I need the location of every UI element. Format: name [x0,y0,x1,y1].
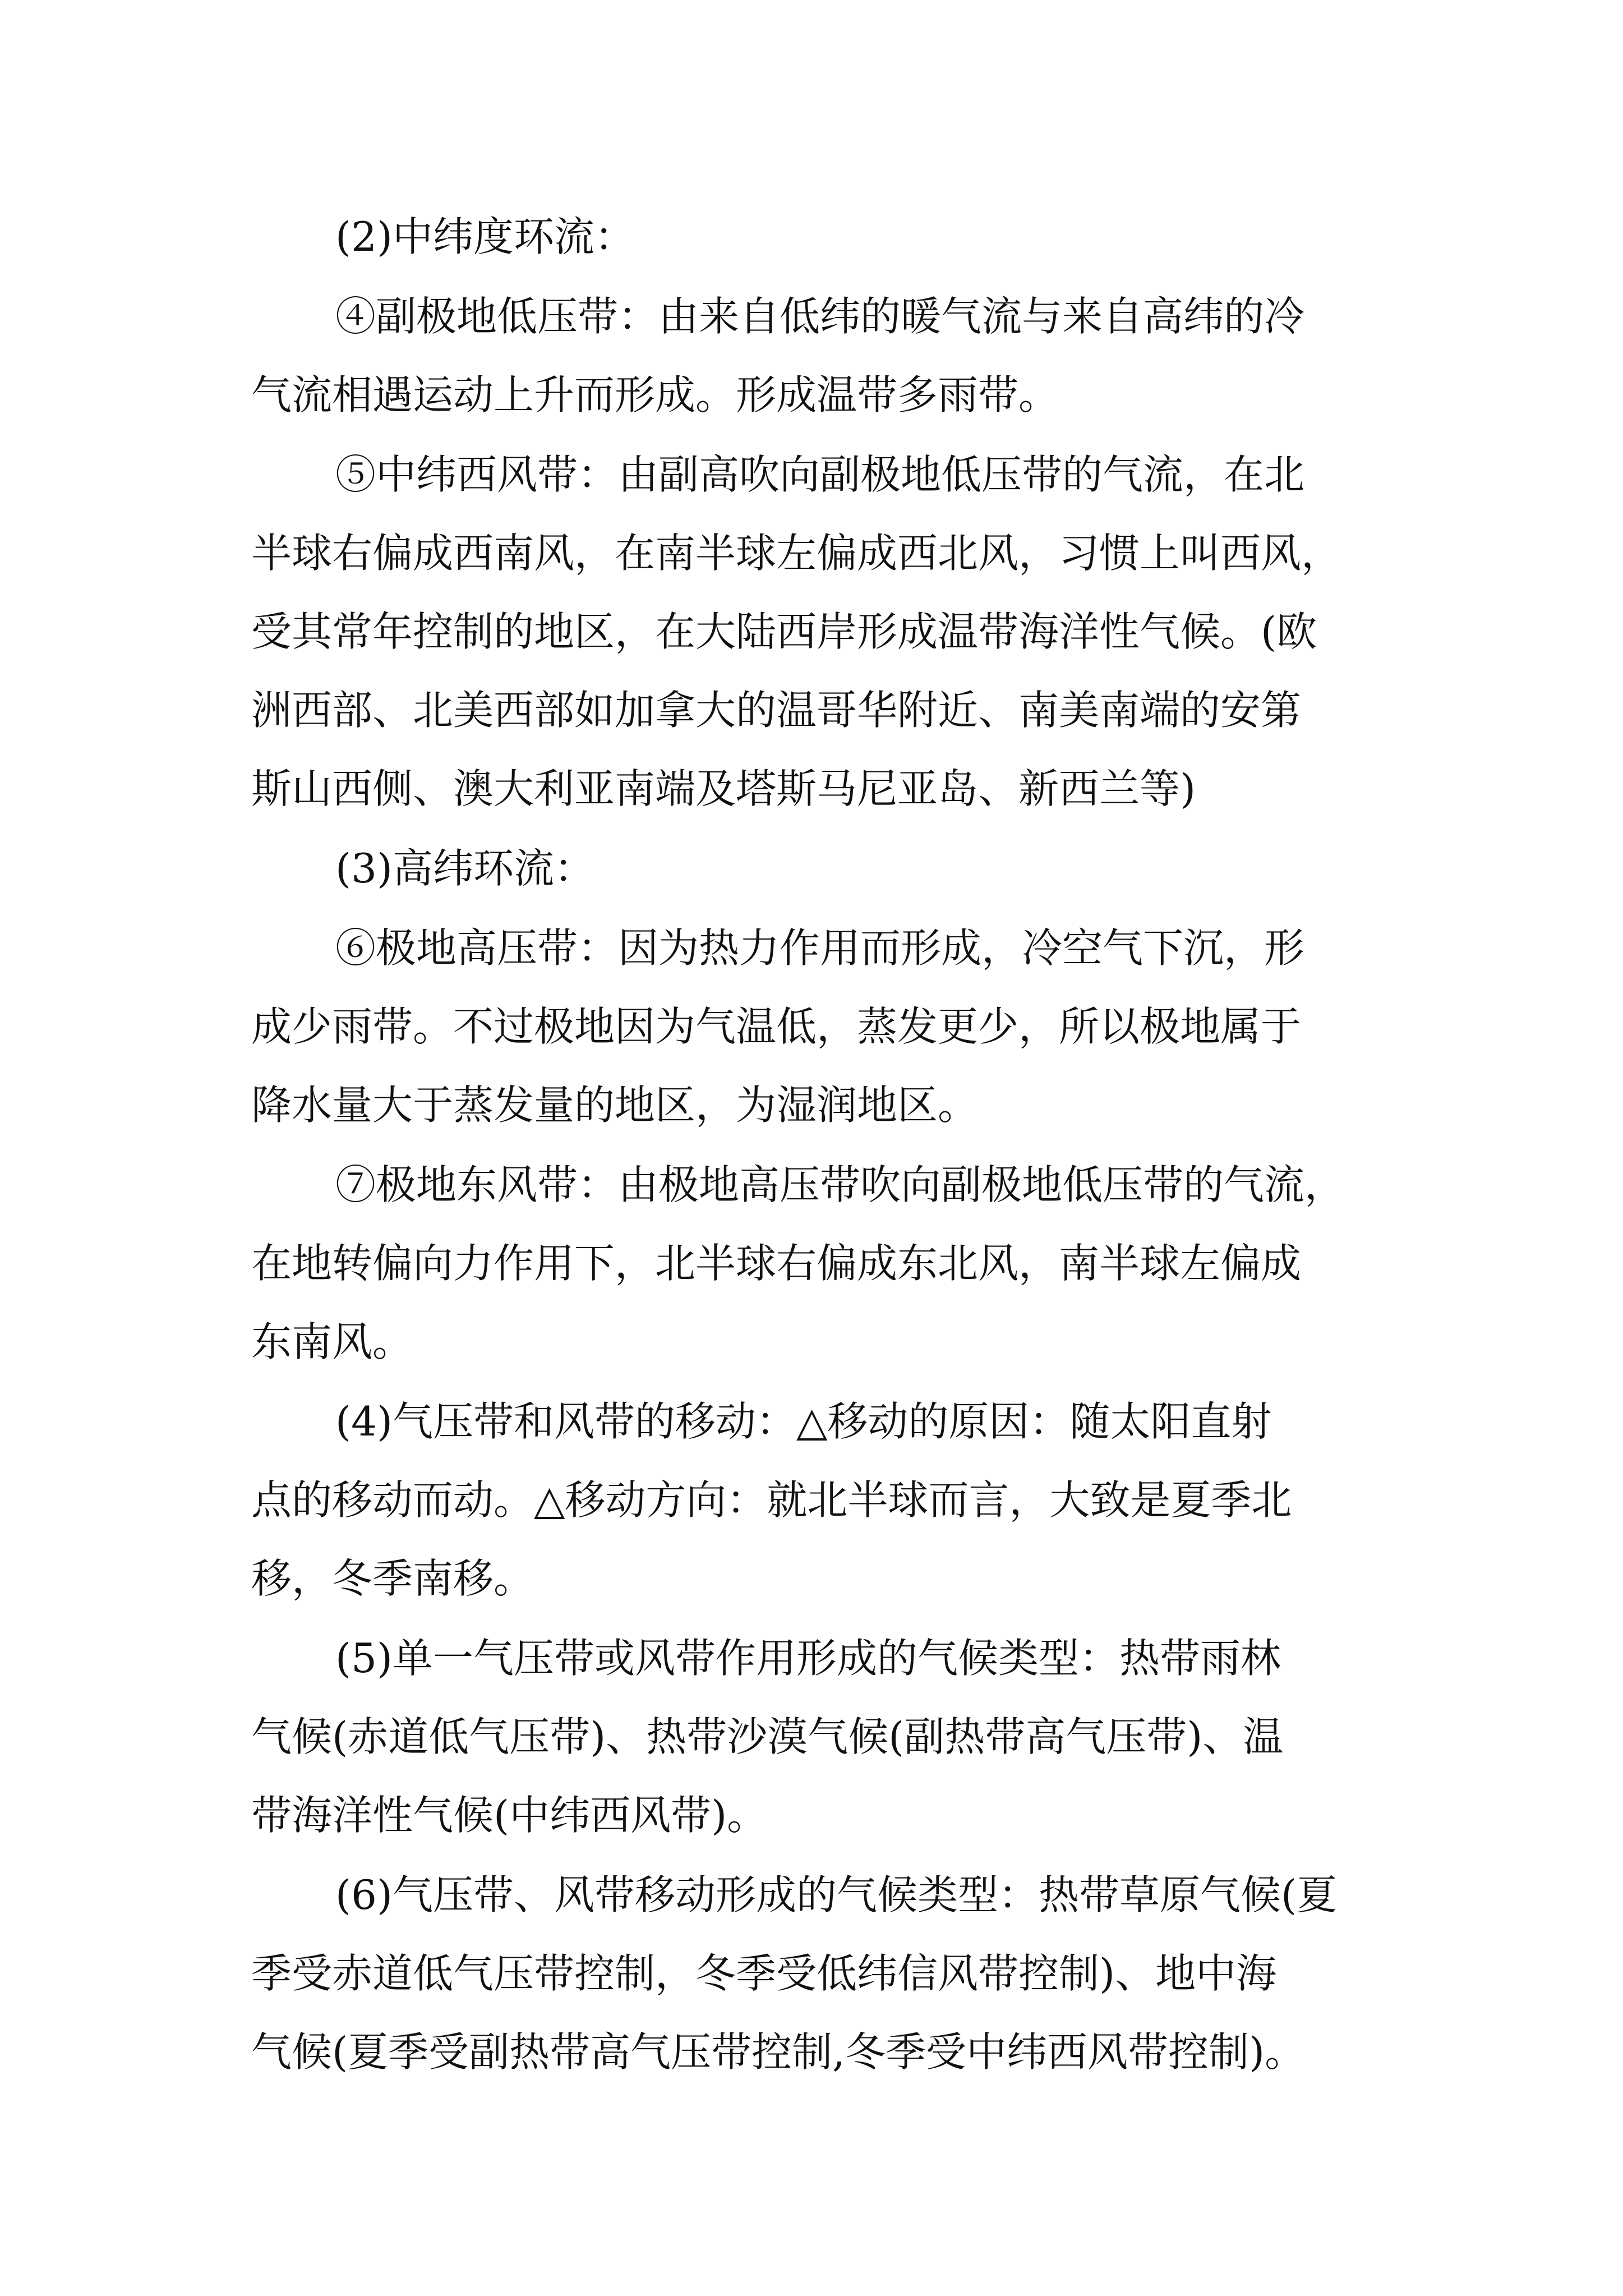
text-line: (6)气压带、风带移动形成的气候类型：热带草原气候(夏 [335,1871,1338,1918]
text-line: (5)单一气压带或风带作用形成的气候类型：热带雨林 [335,1635,1281,1682]
text-line: 点的移动而动。△移动方向：就北半球而言，大致是夏季北 [251,1476,1292,1524]
paragraph-westerlies [251,435,1401,828]
paragraph-polar-high [251,909,1401,1144]
paragraph-moving-belt-climates [251,1856,1401,2091]
paragraph-belt-movement [251,1382,1401,1618]
text-line: ⑤中纬西风带：由副高吹向副极地低压带的气流，在北 [335,451,1305,498]
paragraph-polar-easterlies [251,1145,1401,1381]
text-line: 成少雨带。不过极地因为气温低，蒸发更少，所以极地属于 [251,1003,1302,1050]
text-line: (4)气压带和风带的移动：△移动的原因：随太阳直射 [335,1398,1272,1445]
text-line: 斯山西侧、澳大利亚南端及塔斯马尼亚岛、新西兰等) [251,765,1196,812]
text-line: 洲西部、北美西部如加拿大的温哥华附近、南美南端的安第 [251,687,1302,734]
text-line: 气候(赤道低气压带)、热带沙漠气候(副热带高气压带)、温 [251,1713,1284,1760]
text-line: ⑥极地高压带：因为热力作用而形成，冷空气下沉，形 [335,924,1305,972]
section-heading-high-latitude [251,829,1401,908]
text-line: ④副极地低压带：由来自低纬的暖气流与来自高纬的冷 [335,293,1305,340]
text-line: 东南风。 [251,1318,413,1365]
text-line: 受其常年控制的地区，在大陆西岸形成温带海洋性气候。(欧 [251,608,1317,655]
text-line: 降水量大于蒸发量的地区，为湿润地区。 [251,1082,979,1129]
text-line: ⑦极地东风带：由极地高压带吹向副极地低压带的气流， [335,1161,1345,1208]
document-body [251,197,1401,2091]
text-line: 气流相遇运动上升而形成。形成温带多雨带。 [251,371,1059,418]
paragraph-single-belt-climates [251,1619,1401,1855]
text-line: 半球右偏成西南风，在南半球左偏成西北风，习惯上叫西风， [251,530,1342,577]
text-line: (2)中纬度环流： [335,213,635,260]
section-heading-mid-latitude [251,197,1401,276]
text-line: 在地转偏向力作用下，北半球右偏成东北风，南半球左偏成 [251,1240,1302,1287]
paragraph-subpolar-low [251,277,1401,434]
text-line: 季受赤道低气压带控制，冬季受低纬信风带控制)、地中海 [251,1950,1277,1997]
text-line: (3)高纬环流： [335,845,594,892]
text-line: 气候(夏季受副热带高气压带控制,冬季受中纬西风带控制)。 [251,2028,1306,2076]
text-line: 移，冬季南移。 [251,1555,534,1602]
text-line: 带海洋性气候(中纬西风带)。 [251,1792,768,1839]
